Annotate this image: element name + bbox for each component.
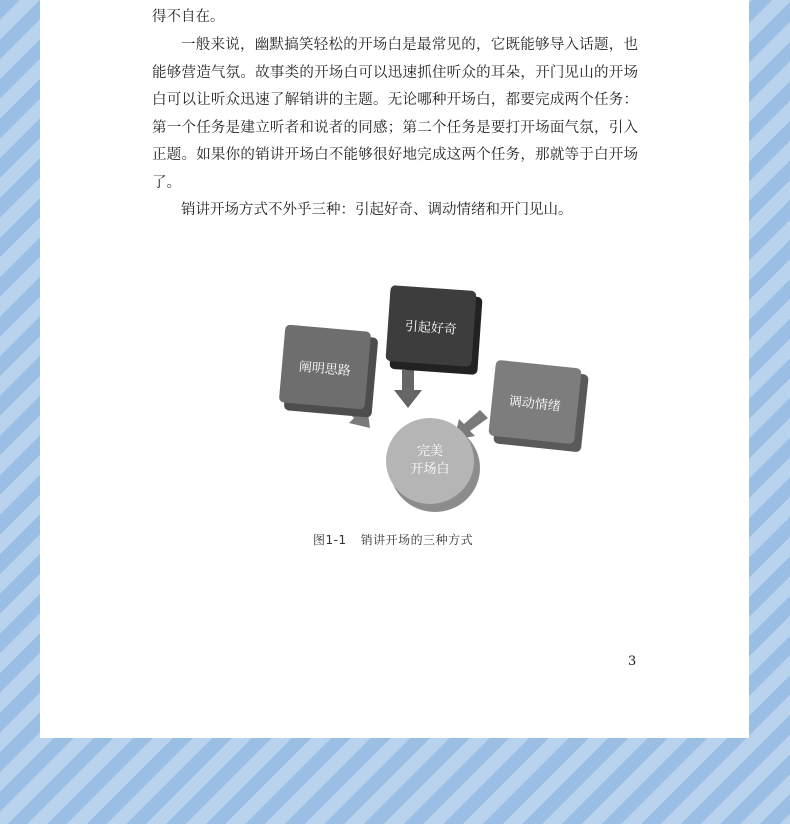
label-arouse-curiosity: 引起好奇 [404, 318, 458, 338]
figure-title: 销讲开场的三种方式 [360, 533, 474, 547]
paragraph-1: 得不自在。 [152, 9, 225, 25]
opening-methods-diagram [236, 278, 562, 518]
box-arouse-curiosity [388, 288, 480, 372]
figure-number: 图1-1 [313, 533, 347, 547]
center-label-line1: 完美 [416, 444, 443, 459]
paragraph-3: 销讲开场方式不外乎三种：引起好奇、调动情绪和开门见山。 [181, 202, 573, 218]
figure-caption [313, 531, 473, 548]
paragraph-2: 一般来说，幽默搞笑轻松的开场白是最常见的，它既能够导入话题，也能够营造气氛。故事类的开场白可以迅速抓住听众的耳朵，开门见山的开场白可以让听众迅速了解销讲的主题。无论哪种开场白，都要完成两个任务：第一个任务是建立听者和说者的同感；第二个任务是要打开场面气氛，引入正题。如果你的销讲开场白不能够很好地完成这两个任务，那就等于白开场了。 [152, 37, 638, 191]
label-mobilize-emotion: 调动情绪 [508, 393, 562, 415]
label-clarify-ideas: 阐明思路 [298, 359, 352, 379]
center-label-line2: 开场白 [410, 462, 450, 477]
page-number: 3 [628, 654, 637, 669]
book-page [40, 0, 749, 738]
box-clarify-ideas [282, 328, 374, 414]
box-mobilize-emotion [492, 364, 586, 448]
center-circle [386, 418, 482, 514]
arrow-down [394, 370, 422, 408]
